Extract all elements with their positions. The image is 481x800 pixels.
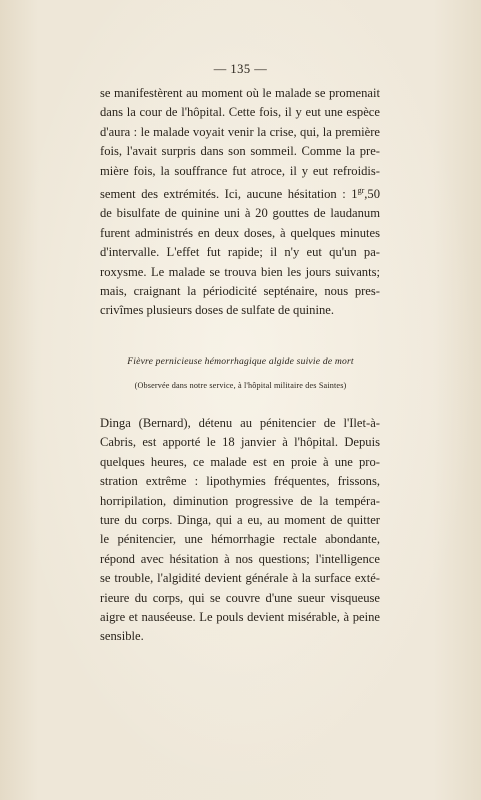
text-line: roxysme. Le malade se trouva bien les jours suivants; <box>100 264 380 279</box>
text-line: stration extrême : lipothymies fréquentes, frissons, <box>100 474 380 489</box>
text-line: horripilation, diminution progressive de la tempéra- <box>100 493 380 508</box>
text-line: ture du corps. Dinga, qui a eu, au moment de quitter <box>100 513 380 528</box>
text-line: quelques heures, ce malade est en proie à une pro- <box>100 454 380 469</box>
text-line: d'aura : le malade voyait venir la crise, qui, la première <box>100 124 380 139</box>
text-line: d'intervalle. L'effet fut rapide; il n'y eut qu'un pa- <box>100 245 380 260</box>
text-line: de bisulfate de quinine uni à 20 gouttes de laudanum <box>100 206 380 221</box>
text-line: Dinga (Bernard), détenu au pénitencier de l'Ilet-à- <box>100 416 380 430</box>
page-number: — 135 — <box>213 62 268 76</box>
text-line: sensible. <box>100 629 144 644</box>
text-line: fois, l'avait surpris dans son sommeil. Comme la pre- <box>100 144 380 159</box>
text-line: rieure du corps, qui se couvre d'une sueur visqueuse <box>100 590 380 605</box>
text-line: répond avec hésitation à nos questions; l'intelligence <box>100 551 380 566</box>
text-line: Cabris, est apporté le 18 janvier à l'hôpital. Depuis <box>100 435 380 450</box>
text-line: aigre et nauséeuse. Le pouls devient misérable, à peine <box>100 610 380 625</box>
text-line: le pénitencier, une hémorrhagie rectale abondante, <box>100 532 380 547</box>
section-heading: Fièvre pernicieuse hémorrhagique algide suivie de mort <box>127 356 354 367</box>
text-line: sement des extrémités. Ici, aucune hésitation : $1^{gr},50$ <box>100 186 380 202</box>
text-line: mière fois, la souffrance fut atroce, il y eut refroidis- <box>100 163 380 178</box>
section-subheading: (Observée dans notre service, à l'hôpital militaire des Saintes) <box>134 381 347 390</box>
text-line: se trouble, l'algidité devient générale à la surface exté- <box>100 571 380 586</box>
text-line: crivîmes plusieurs doses de sulfate de quinine. <box>100 303 334 318</box>
text-line: furent administrés en deux doses, à quelques minutes <box>100 225 380 240</box>
paragraph-2 <box>100 414 380 647</box>
text-line: se manifestèrent au moment où le malade se promenait <box>100 86 380 100</box>
paragraph-1 <box>100 84 380 321</box>
text-line: dans la cour de l'hôpital. Cette fois, il y eut une espèce <box>100 105 380 120</box>
text-line: mais, craignant la périodicité septénaire, nous pres- <box>100 284 380 299</box>
